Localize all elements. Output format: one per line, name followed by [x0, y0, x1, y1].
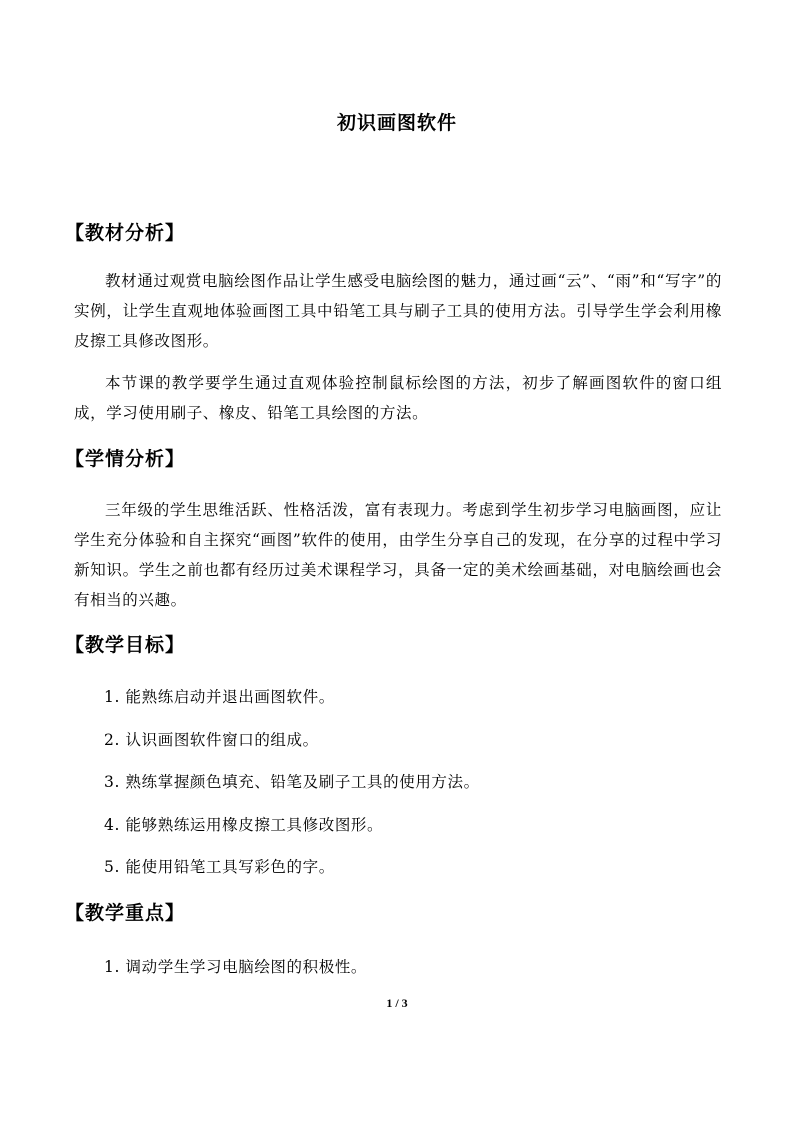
list-item: 4. 能够熟练运用橡皮擦工具修改图形。: [104, 816, 384, 834]
paragraph: 三年级的学生思维活跃、性格活泼，富有表现力。考虑到学生初步学习电脑画图，应让学生充分体验和自主探究“画图”软件的使用，由学生分享自己的发现，在分享的过程中学习新知识。学生之前也都有经历过美术课程学习，具备一定的美术绘画基础，对电脑绘画也会有相当的兴趣。: [74, 501, 722, 609]
list-item: 1. 能熟练启动并退出画图软件。: [104, 688, 335, 706]
section-heading-teaching-goals: 【教学目标】: [65, 634, 186, 656]
section-heading-teaching-key-points: 【教学重点】: [65, 902, 186, 924]
list-item: 5. 能使用铅笔工具写彩色的字。: [104, 858, 335, 876]
page-number: 1 / 3: [386, 996, 408, 1010]
list-item: 3. 熟练掌握颜色填充、铅笔及刷子工具的使用方法。: [104, 773, 480, 791]
section-heading-student-analysis: 【学情分析】: [65, 448, 186, 470]
paragraph: 教材通过观赏电脑绘图作品让学生感受电脑绘图的魅力，通过画“云”、“雨”和“写字”的实例，让学生直观地体验画图工具中铅笔工具与刷子工具的使用方法。引导学生学会利用橡皮擦工具修改图形。: [74, 272, 722, 350]
list-item: 2. 认识画图软件窗口的组成。: [104, 731, 319, 749]
paragraph: 本节课的教学要学生通过直观体验控制鼠标绘图的方法，初步了解画图软件的窗口组成，学习使用刷子、橡皮、铅笔工具绘图的方法。: [74, 374, 722, 422]
list-item: 1. 调动学生学习电脑绘图的积极性。: [104, 958, 368, 976]
section-heading-material-analysis: 【教材分析】: [65, 222, 186, 244]
document-title: 初识画图软件: [336, 112, 457, 134]
